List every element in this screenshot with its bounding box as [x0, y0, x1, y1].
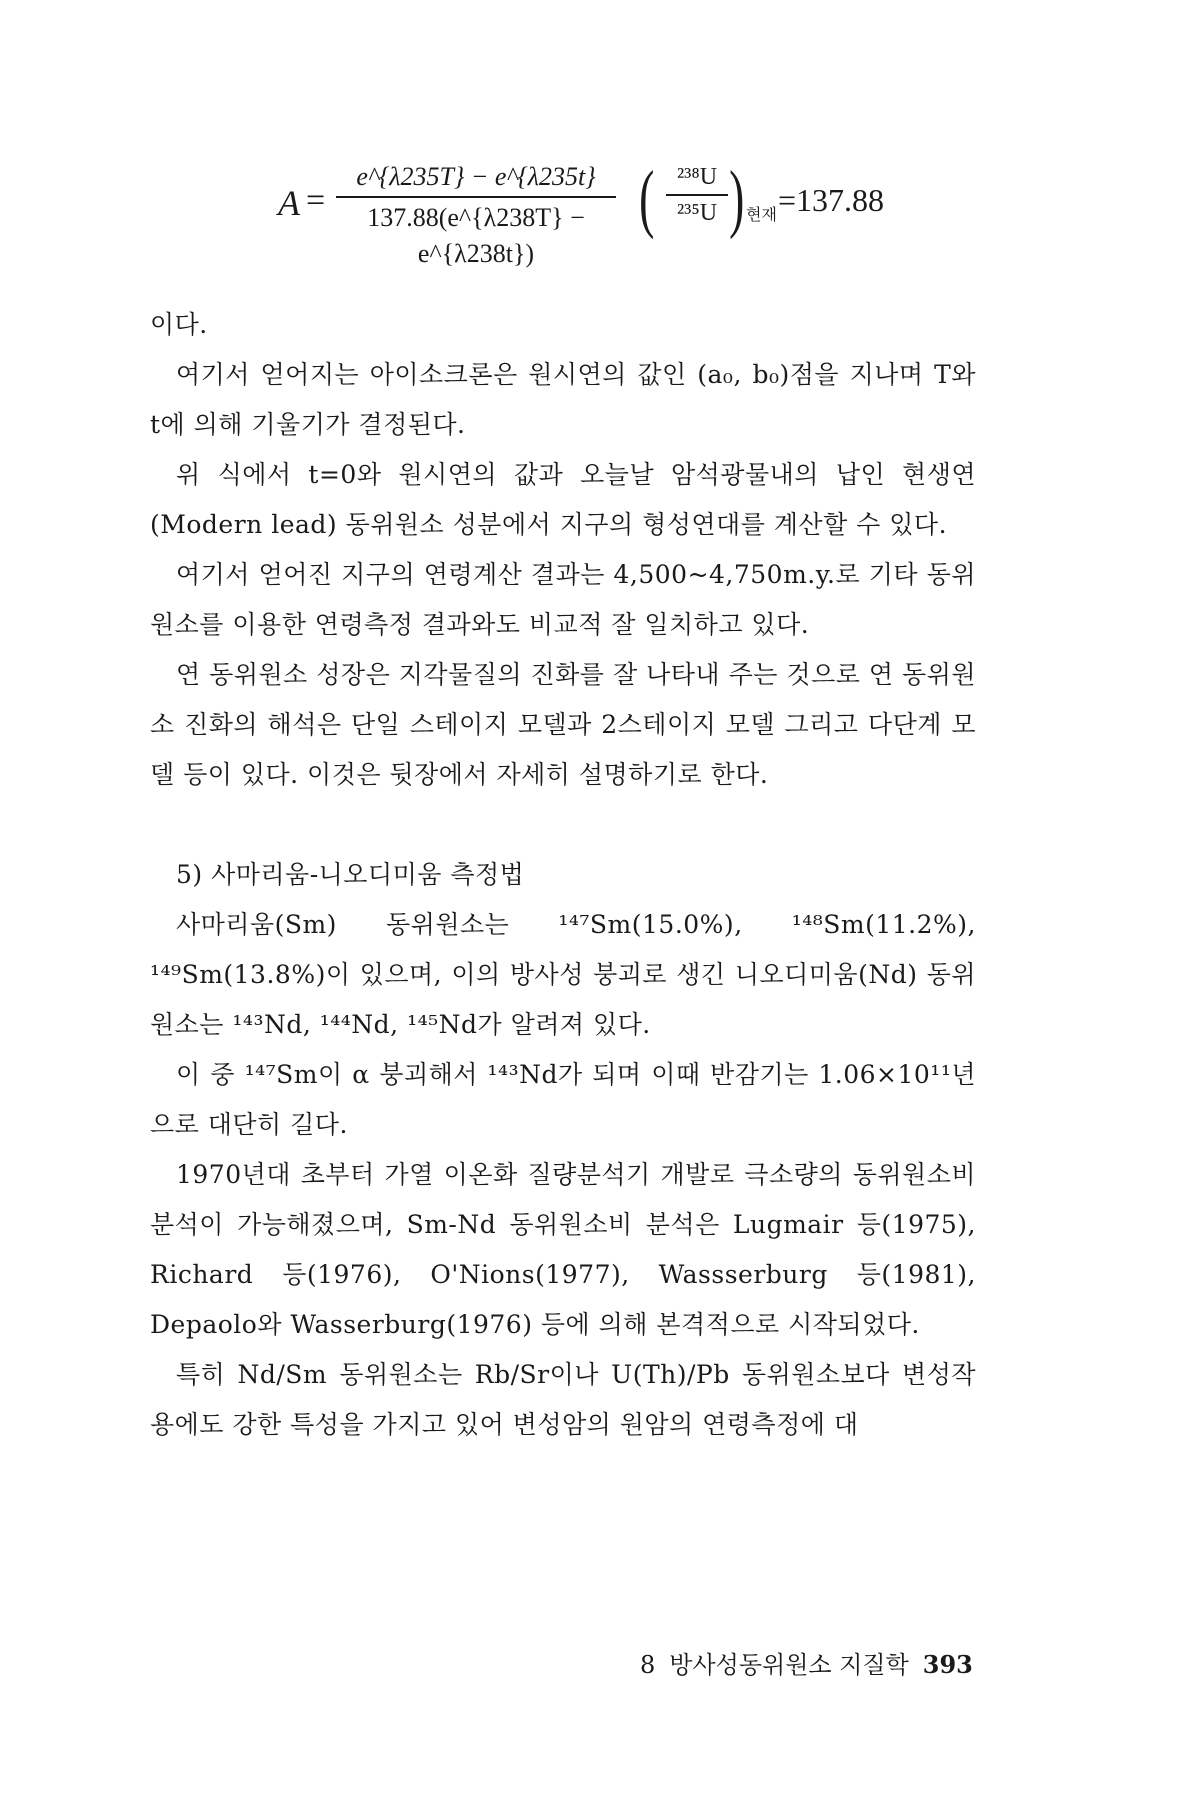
page-number: 393 — [922, 1650, 973, 1679]
ratio-numerator: ²³⁸U — [676, 164, 718, 190]
fraction-denominator: 137.88(e^{λ238T} − e^{λ238t}) — [367, 203, 585, 268]
ratio-bar — [666, 194, 728, 196]
ratio-fraction — [666, 162, 728, 228]
paragraph: 연 동위원소 성장은 지각물질의 진화를 잘 나타내 주는 것으로 연 동위원소 진화의 해석은 단일 스테이지 모델과 2스테이지 모델 그리고 다단계 모델 등이 있다. 이것은 뒷장에서 자세히 설명하기로 한다. — [150, 660, 976, 789]
paragraph: 여기서 얻어진 지구의 연령계산 결과는 4,500~4,750m.y.로 기타 동위원소를 이용한 연령측정 결과와도 비교적 잘 일치하고 있다. — [150, 560, 976, 639]
right-paren: ) — [729, 156, 745, 240]
ratio-value: =137.88 — [778, 182, 885, 218]
chapter-title: 방사성동위원소 지질학 — [669, 1651, 909, 1679]
ratio-value-number: 137.88 — [796, 182, 885, 218]
paragraph: 1970년대 초부터 가열 이온화 질량분석기 개발로 극소량의 동위원소비 분석이 가능해졌으며, Sm-Nd 동위원소비 분석은 Lugmair 등(1975), Richard 등(1976), O'Nions(1977), Wassserburg 등(1981), Depaolo와 Wasserburg(1976) 등에 의해 본격적으로 시작되었다. — [150, 1160, 976, 1339]
paragraph: 이 중 ¹⁴⁷Sm이 α 붕괴해서 ¹⁴³Nd가 되며 이때 반감기는 1.06×10¹¹년으로 대단히 길다. — [150, 1060, 976, 1139]
body-text — [150, 300, 976, 1450]
ratio-subscript: 현재 — [746, 205, 777, 224]
left-paren: ( — [639, 156, 655, 240]
equation — [278, 156, 978, 270]
equation-lhs: A — [278, 183, 300, 223]
equals-sign: = — [306, 182, 326, 219]
main-fraction — [336, 160, 616, 268]
chapter-number: 8 — [640, 1651, 656, 1679]
paragraph: 여기서 얻어지는 아이소크론은 원시연의 값인 (a₀, b₀)점을 지나며 T와 t에 의해 기울기가 결정된다. — [150, 360, 976, 439]
section-heading: 5) 사마리움-니오디미움 측정법 — [176, 860, 525, 889]
paragraph: 이다. — [150, 310, 208, 339]
ratio-denominator: ²³⁵U — [676, 200, 718, 226]
paragraph: 사마리움(Sm) 동위원소는 ¹⁴⁷Sm(15.0%), ¹⁴⁸Sm(11.2%), ¹⁴⁹Sm(13.8%)이 있으며, 이의 방사성 붕괴로 생긴 니오디미움(Nd) 동위원소는 ¹⁴³Nd, ¹⁴⁴Nd, ¹⁴⁵Nd가 알려져 있다. — [150, 910, 976, 1039]
paragraph: 위 식에서 t=0와 원시연의 값과 오늘날 암석광물내의 납인 현생연(Modern lead) 동위원소 성분에서 지구의 형성연대를 계산할 수 있다. — [150, 460, 976, 539]
paragraph: 특히 Nd/Sm 동위원소는 Rb/Sr이나 U(Th)/Pb 동위원소보다 변성작용에도 강한 특성을 가지고 있어 변성암의 원암의 연령측정에 대 — [150, 1360, 976, 1439]
page-footer — [640, 1645, 980, 1680]
fraction-bar — [336, 196, 616, 198]
fraction-numerator: e^{λ235T} − e^{λ235t} — [356, 162, 596, 191]
